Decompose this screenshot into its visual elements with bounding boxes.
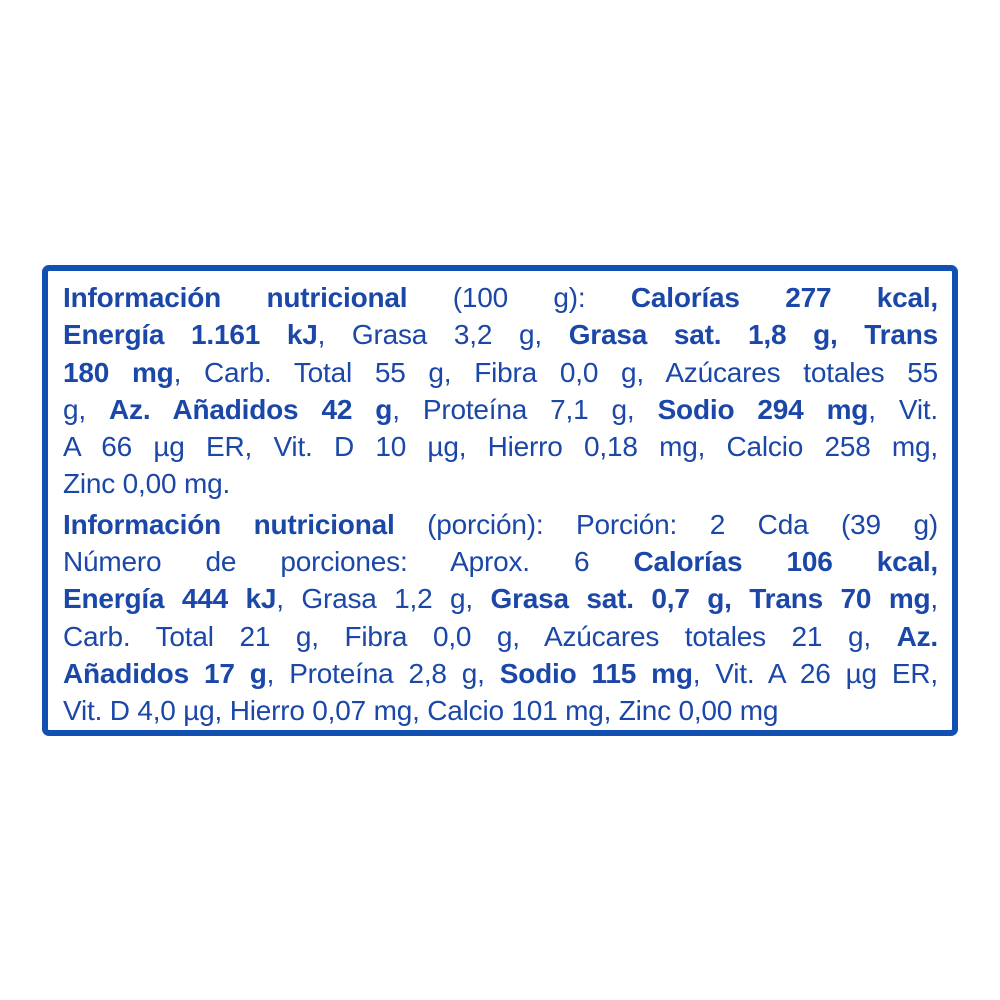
- text-segment: (100 g):: [407, 282, 631, 313]
- text-segment: , Proteína 2,8 g,: [266, 657, 500, 689]
- text-line: [63, 316, 938, 353]
- paragraph-per-100g: [63, 279, 938, 503]
- nutrition-label-box: [42, 265, 958, 736]
- bold-text-segment: Sodio 115 mg: [499, 657, 693, 689]
- text-segment: , Grasa 3,2 g,: [317, 319, 569, 351]
- text-segment: g,: [63, 393, 110, 425]
- text-segment: (porción): Porción: 2 Cda (39 g): [394, 508, 938, 540]
- bold-text-segment: 180 mg: [63, 356, 174, 388]
- bold-text-segment: Información nutricional: [63, 508, 395, 540]
- text-line: [63, 543, 938, 580]
- text-segment: , Carb. Total 55 g, Fibra 0,0 g, Azúcares totales 55: [173, 356, 938, 388]
- text-segment: Zinc 0,00 mg.: [63, 468, 231, 500]
- text-line: [63, 655, 938, 692]
- text-line: [63, 506, 938, 543]
- bold-text-segment: Añadidos 17 g: [63, 657, 267, 689]
- bold-text-segment: Grasa sat. 1,8 g, Trans: [568, 319, 938, 351]
- text-line: [63, 618, 938, 655]
- text-line: [63, 428, 938, 465]
- bold-text-segment: Energía 1.161 kJ: [63, 319, 318, 351]
- paragraph-per-portion: [63, 506, 938, 730]
- bold-text-segment: Calorías 106 kcal,: [633, 546, 938, 578]
- text-line: [63, 692, 938, 729]
- text-segment: A 66 µg ER, Vit. D 10 µg, Hierro 0,18 mg, Calcio 258 mg,: [63, 431, 938, 463]
- text-line: [63, 279, 938, 316]
- text-line: [63, 354, 938, 391]
- text-segment: ,: [930, 583, 938, 615]
- text-line: [63, 391, 938, 428]
- bold-text-segment: Grasa sat. 0,7 g, Trans 70 mg: [490, 583, 931, 615]
- text-segment: , Proteína 7,1 g,: [392, 393, 658, 425]
- bold-text-segment: Energía 444 kJ: [63, 583, 277, 615]
- text-segment: , Vit. A 26 µg ER,: [692, 657, 938, 689]
- text-segment: , Grasa 1,2 g,: [276, 583, 491, 615]
- text-segment: Número de porciones: Aprox. 6: [63, 546, 634, 578]
- bold-text-segment: Az. Añadidos 42 g: [109, 393, 393, 425]
- text-line: [63, 465, 938, 502]
- text-segment: Vit. D 4,0 µg, Hierro 0,07 mg, Calcio 101 mg, Zinc 0,00 mg: [63, 695, 779, 727]
- bold-text-segment: Az.: [896, 620, 938, 652]
- bold-text-segment: Información nutricional: [63, 282, 408, 313]
- bold-text-segment: Calorías 277 kcal,: [630, 282, 938, 313]
- text-segment: , Vit.: [868, 393, 938, 425]
- bold-text-segment: Sodio 294 mg: [657, 393, 869, 425]
- text-line: [63, 580, 938, 617]
- text-segment: Carb. Total 21 g, Fibra 0,0 g, Azúcares totales 21 g,: [63, 620, 897, 652]
